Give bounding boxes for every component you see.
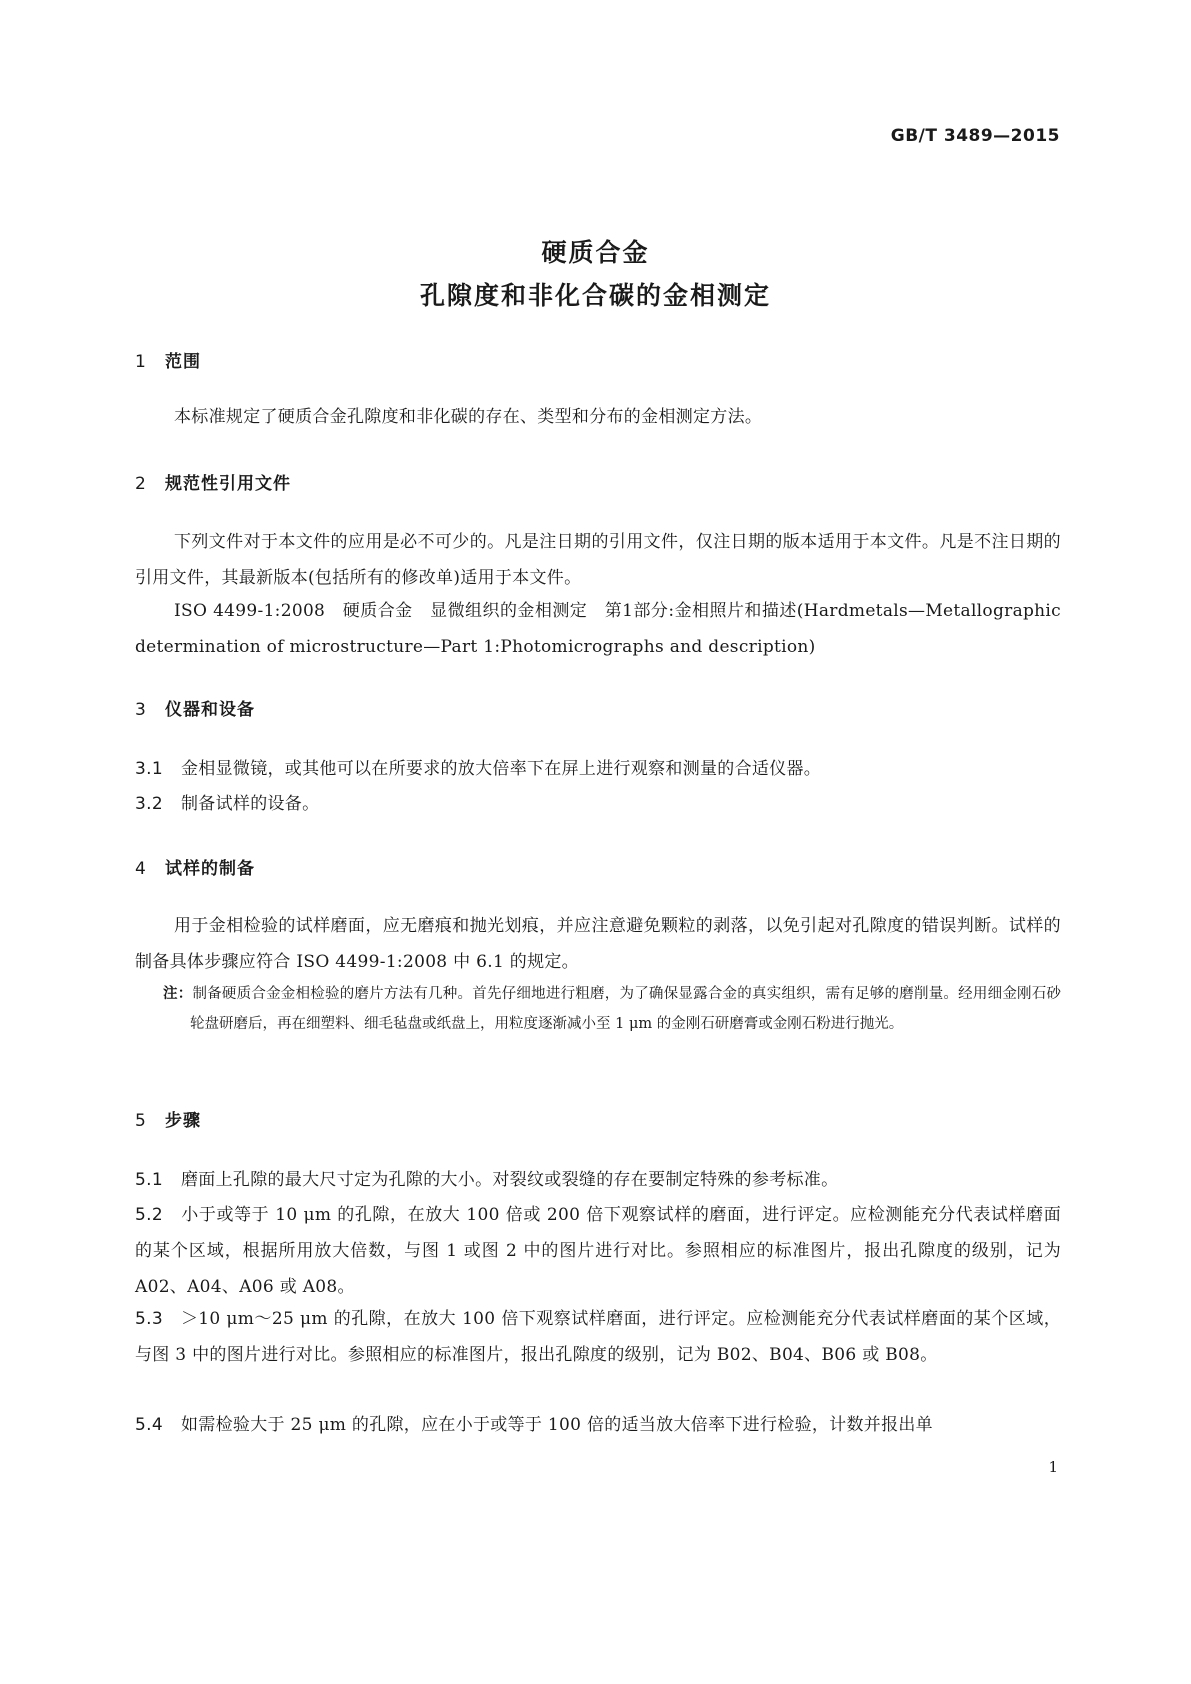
clause-number: 5.4 bbox=[135, 1415, 163, 1435]
clause-number: 5.1 bbox=[135, 1170, 163, 1190]
clause-number: 3.1 bbox=[135, 759, 163, 779]
clause-text: 金相显微镜，或其他可以在所要求的放大倍率下在屏上进行观察和测量的合适仪器。 bbox=[181, 759, 822, 779]
clause-5-3 bbox=[135, 1301, 1061, 1373]
section-heading-1 bbox=[135, 347, 201, 372]
section-heading-4 bbox=[135, 854, 255, 879]
clause-3-1 bbox=[135, 751, 1061, 787]
clause-number: 5.3 bbox=[135, 1309, 163, 1329]
note-label: 注： bbox=[163, 986, 193, 1002]
section-number: 3 bbox=[135, 700, 147, 720]
section-number: 4 bbox=[135, 859, 147, 879]
note bbox=[163, 979, 1061, 1039]
clause-number: 3.2 bbox=[135, 794, 163, 814]
section-title: 步骤 bbox=[165, 1111, 201, 1131]
section-number: 1 bbox=[135, 352, 147, 372]
section-number: 5 bbox=[135, 1111, 147, 1131]
normative-reference: ISO 4499-1:2008 硬质合金 显微组织的金相测定 第1部分:金相照片和描述(Hardmetals—Metallographic determination of microstructure—Part 1:Photomicrographs and description) bbox=[135, 601, 1061, 657]
section-title: 试样的制备 bbox=[165, 859, 255, 879]
clause-text: 小于或等于 10 μm 的孔隙，在放大 100 倍或 200 倍下观察试样的磨面，进行评定。应检测能充分代表试样磨面的某个区域，根据所用放大倍数，与图 1 或图 2 中的图片进行对比。参照相应的标准图片，报出孔隙度的级别，记为 A02、A04、A06 或 A08。 bbox=[135, 1205, 1061, 1297]
clause-text: 如需检验大于 25 μm 的孔隙，应在小于或等于 100 倍的适当放大倍率下进行检验，计数并报出单 bbox=[181, 1415, 933, 1435]
note-text: 制备硬质合金金相检验的磨片方法有几种。首先仔细地进行粗磨，为了确保显露合金的真实组织，需有足够的磨削量。经用细金刚石砂轮盘研磨后，再在细塑料、细毛毡盘或纸盘上，用粒度逐渐减小至 1 μm 的金刚石研磨膏或金刚石粉进行抛光。 bbox=[190, 986, 1061, 1032]
section-heading-5 bbox=[135, 1106, 201, 1131]
section-title: 范围 bbox=[165, 352, 201, 372]
section-title: 仪器和设备 bbox=[165, 700, 255, 720]
clause-text: ＞10 μm～25 μm 的孔隙，在放大 100 倍下观察试样磨面，进行评定。应检测能充分代表试样磨面的某个区域，与图 3 中的图片进行对比。参照相应的标准图片，报出孔隙度的级别，记为 B02、B04、B06 或 B08。 bbox=[135, 1309, 1061, 1365]
clause-text: 制备试样的设备。 bbox=[181, 794, 320, 814]
section-heading-3 bbox=[135, 695, 255, 720]
clause-3-2 bbox=[135, 786, 1061, 822]
clause-text: 磨面上孔隙的最大尺寸定为孔隙的大小。对裂纹或裂缝的存在要制定特殊的参考标准。 bbox=[181, 1170, 839, 1190]
section-title: 规范性引用文件 bbox=[165, 474, 291, 494]
section-number: 2 bbox=[135, 474, 147, 494]
paragraph: 本标准规定了硬质合金孔隙度和非化碳的存在、类型和分布的金相测定方法。 bbox=[174, 407, 763, 427]
document-title-line1: 硬质合金 bbox=[541, 238, 650, 267]
clause-number: 5.2 bbox=[135, 1205, 163, 1225]
page-number: 1 bbox=[1048, 1458, 1058, 1476]
clause-5-4 bbox=[135, 1407, 1061, 1443]
paragraph: 下列文件对于本文件的应用是必不可少的。凡是注日期的引用文件，仅注日期的版本适用于本文件。凡是不注日期的引用文件，其最新版本(包括所有的修改单)适用于本文件。 bbox=[135, 532, 1061, 588]
clause-5-2 bbox=[135, 1197, 1061, 1305]
section-heading-2 bbox=[135, 469, 291, 494]
paragraph: 用于金相检验的试样磨面，应无磨痕和抛光划痕，并应注意避免颗粒的剥落，以免引起对孔隙度的错误判断。试样的制备具体步骤应符合 ISO 4499-1:2008 中 6.1 的规定。 bbox=[135, 916, 1061, 972]
standard-code: GB/T 3489—2015 bbox=[890, 126, 1060, 146]
document-title-line2: 孔隙度和非化合碳的金相测定 bbox=[419, 281, 771, 310]
clause-5-1 bbox=[135, 1162, 1061, 1198]
